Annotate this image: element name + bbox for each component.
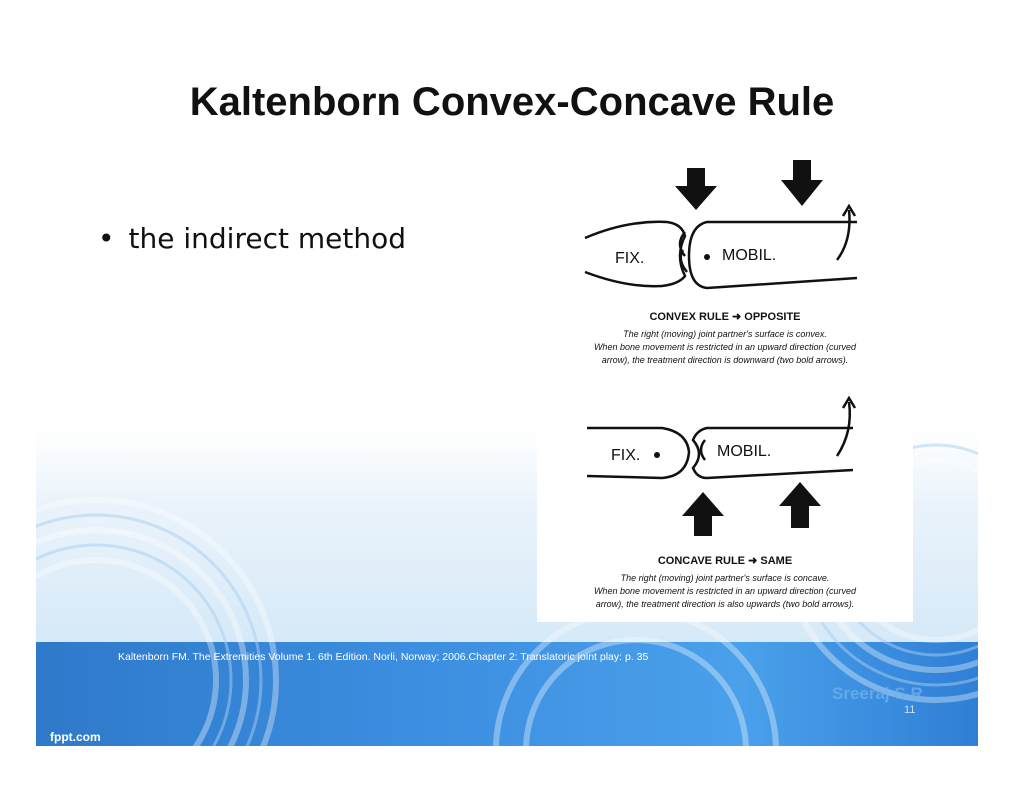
concave-rule-heading: CONCAVE RULE ➜ SAME	[657, 555, 793, 567]
convex-mobil-label: MOBIL.	[722, 247, 777, 264]
page-number: 11	[904, 704, 916, 716]
concave-mobil-label: MOBIL.	[717, 443, 772, 460]
convex-diagram	[585, 206, 857, 288]
brand-logo: fppt.com	[50, 730, 101, 744]
concave-caption-line: arrow), the treatment direction is also upwards (two bold arrows).	[595, 599, 855, 609]
down-arrow-icon	[675, 168, 717, 210]
concave-bold-arrows	[682, 482, 821, 536]
bullet-text: the indirect method	[128, 222, 406, 255]
convex-rule-heading: CONVEX RULE ➜ OPPOSITE	[649, 311, 801, 323]
convex-caption-line: The right (moving) joint partner's surface is convex.	[623, 329, 827, 339]
author-watermark: Sreeraj S R	[832, 684, 923, 703]
convex-caption-line: When bone movement is restricted in an upward direction (curved	[593, 342, 857, 352]
bullet-item	[98, 222, 406, 255]
convex-bold-arrows	[675, 160, 823, 210]
concave-fix-label: FIX.	[611, 447, 641, 464]
bullet-dot-icon: •	[98, 222, 115, 255]
up-arrow-icon	[682, 492, 724, 536]
convex-concave-figure	[537, 160, 913, 622]
convex-caption-line: arrow), the treatment direction is downward (two bold arrows).	[601, 355, 849, 365]
down-arrow-icon	[781, 160, 823, 206]
concave-caption-line: When bone movement is restricted in an upward direction (curved	[593, 586, 857, 596]
convex-fix-label: FIX.	[615, 250, 645, 267]
slide-title: Kaltenborn Convex-Concave Rule	[189, 80, 835, 124]
up-arrow-icon	[779, 482, 821, 528]
concave-caption-line: The right (moving) joint partner's surface is concave.	[620, 573, 830, 583]
concave-diagram	[587, 398, 855, 478]
citation-text: Kaltenborn FM. The Extremities Volume 1. 6th Edition. Norli, Norway; 2006.Chapter 2: Translatoric joint play: p. 35	[118, 651, 649, 663]
